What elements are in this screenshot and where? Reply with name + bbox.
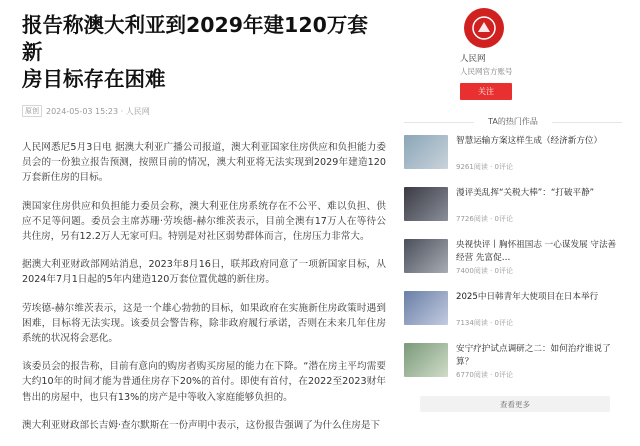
list-item[interactable] — [404, 343, 624, 381]
paragraph-3: 据澳大利亚财政部网站消息，2023年8月16日，联邦政府同意了一项新国家目标，从2024年7月1日起的5年内建造120万套位置优越的新住房。 — [22, 259, 386, 286]
article-thumbnail[interactable] — [404, 187, 448, 221]
list-item[interactable] — [404, 187, 624, 225]
hot-works-list — [404, 135, 624, 395]
list-item[interactable] — [404, 135, 624, 173]
title-line-2: 房目标存在困难 — [22, 67, 166, 91]
item-stats: 7400阅读 · 0评论 — [456, 267, 513, 275]
paragraph-5: 该委员会的报告称，目前有意向的购房者购买房屋的能力在下降。“潜在房主平均需要大约10年的时间才能为普通住房存下20%的首付。即使有首付，在2022至2023财年售出的房屋中，也只有13%的房产是中等收入家庭能够负担的。 — [22, 361, 386, 403]
people-daily-logo-icon — [469, 13, 499, 43]
divider — [552, 122, 622, 123]
meta-separator: · — [118, 106, 126, 116]
item-title[interactable]: 漫评美乱挥“关税大棒”：“打破平静” — [456, 188, 595, 198]
item-title[interactable]: 安宁疗护试点调研之二：如何治疗谁说了算？ — [456, 344, 611, 367]
item-title[interactable]: 央视快评丨胸怀祖国志 一心谋发展 守法善经营 先富促… — [456, 240, 617, 263]
account-name[interactable]: 人民网 — [460, 54, 486, 64]
view-more-button[interactable]: 查看更多 — [420, 396, 610, 412]
avatar[interactable] — [464, 8, 504, 48]
item-stats: 7726阅读 · 0评论 — [456, 215, 513, 223]
title-line-1: 报告称澳大利亚到2029年建120万套新 — [22, 13, 368, 64]
article-body — [22, 140, 386, 433]
list-item[interactable] — [404, 239, 624, 277]
article-source[interactable]: 人民网 — [125, 106, 150, 116]
paragraph-4: 劳埃德-赫尔维茨表示，这是一个雄心勃勃的目标，如果政府在实施新住房政策时遇到困难，目标将无法实现。该委员会警告称，除非政府履行承诺，否则在未来几年住房系统的状况将会恶化。 — [22, 302, 386, 345]
follow-button[interactable]: 关注 — [460, 83, 512, 100]
publish-datetime: 2024-05-03 15:23 — [46, 106, 119, 116]
original-tag: 原创 — [22, 105, 42, 117]
item-stats: 6770阅读 · 0评论 — [456, 371, 513, 379]
paragraph-2: 澳国家住房供应和负担能力委员会称，澳大利亚住房系统存在不公平、难以负担、供应不足等问题。委员会主席苏珊·劳埃德-赫尔维茨表示，目前全澳有17万人在等待公共住房，另有12.2万人无家可归。特别是对社区弱势群体而言，住房压力非常大。 — [22, 200, 386, 243]
paragraph-6: 澳大利亚财政部长吉姆·查尔默斯在一份声明中表示，这份报告强调了为什么住房是下 — [22, 419, 381, 431]
item-stats: 9261阅读 · 0评论 — [456, 163, 513, 171]
hot-works-title: TA的热门作品 — [488, 117, 538, 126]
item-title[interactable]: 2025中日韩青年大使项目在日本举行 — [456, 292, 599, 302]
article-title — [22, 12, 386, 93]
account-description: 人民网官方账号 — [460, 67, 513, 76]
article-thumbnail[interactable] — [404, 291, 448, 325]
article-thumbnail[interactable] — [404, 135, 448, 169]
article-thumbnail[interactable] — [404, 239, 448, 273]
list-item[interactable] — [404, 291, 624, 329]
article — [22, 0, 386, 446]
article-thumbnail[interactable] — [404, 343, 448, 377]
article-meta — [22, 104, 386, 118]
hot-works-header — [404, 113, 622, 131]
item-stats: 7134阅读 · 0评论 — [456, 319, 513, 327]
paragraph-1: 人民网悉尼5月3日电 据澳大利亚广播公司报道，澳大利亚国家住房供应和负担能力委员会的一份独立报告预测，按照目前的情况，澳大利亚将无法实现到2029年建造120万套新住房的目标。 — [22, 142, 386, 184]
item-title[interactable]: 智慧运输方案这样生成（经济新方位） — [456, 136, 603, 146]
